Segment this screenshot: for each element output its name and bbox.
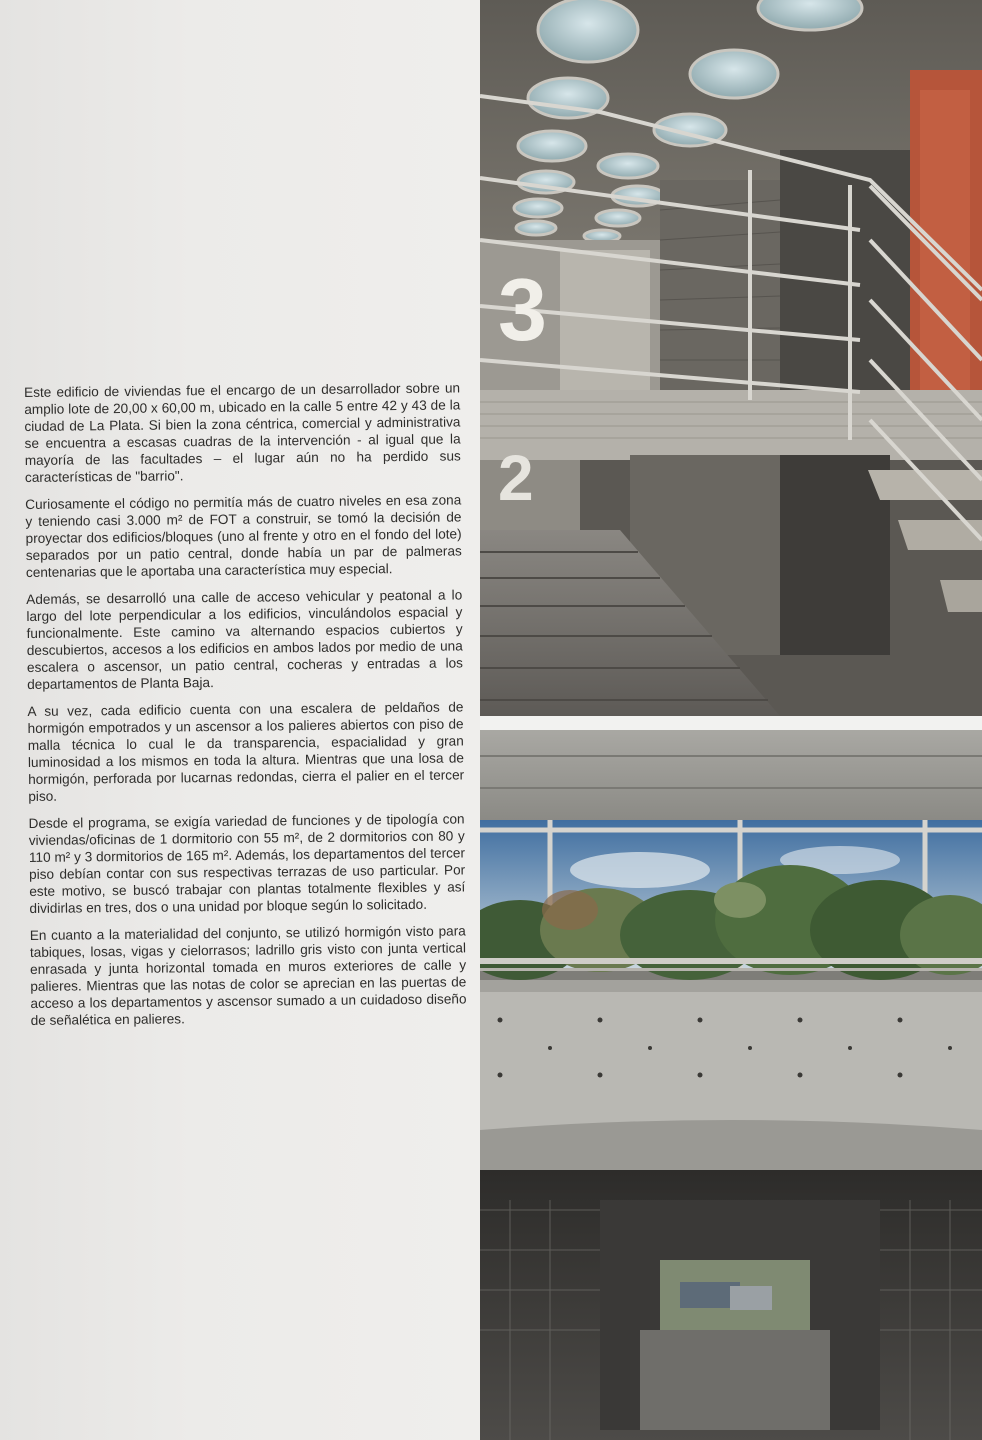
- paragraph-2: Curiosamente el código no permitía más de cuatro niveles en esa zona y teniendo casi 3.000 m² de FOT a construir, se tomó la decisión de proyectar dos edificios/bloques (uno al frente y otro en el fondo del lote) separados por un patio central, donde había un par de palmeras centenarias que le aportaba una característica muy especial.: [25, 492, 462, 580]
- facade-photo: [480, 730, 982, 1440]
- floor-number-3: 3: [498, 260, 547, 359]
- stairwell-photo: [480, 0, 982, 716]
- article-body: [24, 379, 467, 1039]
- text-page: [0, 0, 482, 1440]
- photo-column: [480, 0, 982, 1440]
- floor-number-2: 2: [498, 442, 534, 514]
- paragraph-3: Además, se desarrolló una calle de acceso vehicular y peatonal a lo largo del lote perpendicular a los edificios, vinculándolos espacial y funcionalmente. Este camino va alternando espacios cubiertos y descubiertos, accesos a los edificios en ambos lados por medio de una escalera o ascensor, un patio central, cocheras y entradas a los departamentos de Planta Baja.: [26, 587, 464, 692]
- paragraph-4: A su vez, cada edificio cuenta con una escalera de peldaños de hormigón empotrados y un ascensor a los palieres abiertos con piso de malla técnica lo cual le da transparencia, espacialidad y gran luminosidad a los mismos en toda la altura. Mientras que una losa de hormigón, perforada por lucarnas redondas, cierra el palier en el tercer piso.: [27, 699, 465, 804]
- paragraph-6: En cuanto a la materialidad del conjunto, se utilizó hormigón visto para tabiques, losas, vigas y cielorrasos; ladrillo gris visto con junta vertical enrasada y junta horizontal tomada en muros exteriores de calle y palieres. Mientras que las notas de color se aprecian en las puertas de acceso a los departamentos y ascensor sumado a un cuidadoso diseño de señalética en palieres.: [29, 923, 467, 1028]
- paragraph-1: Este edificio de viviendas fue el encargo de un desarrollador sobre un amplio lote de 20,00 x 60,00 m, ubicado en la calle 5 entre 42 y 43 de la ciudad de La Plata. Si bien la zona céntrica, comercial y administrativa se encuentra a escasas cuadras de la intervención - al igual que la mayoría de las facultades – el lugar aún no ha perdido sus características de "barrio".: [24, 380, 461, 485]
- paragraph-5: Desde el programa, se exigía variedad de funciones y de tipología con viviendas/oficinas de 1 dormitorio con 55 m², de 2 dormitorios con 80 y 110 m² y 3 dormitorios de 165 m². Además, los departamentos del tercer piso debían contar con sus respectivas terrazas de uso particular. Por este motivo, se buscó trabajar con plantas totalmente flexibles y así dividirlas en tres, dos o una unidad por bloque según lo solicitado.: [28, 811, 466, 916]
